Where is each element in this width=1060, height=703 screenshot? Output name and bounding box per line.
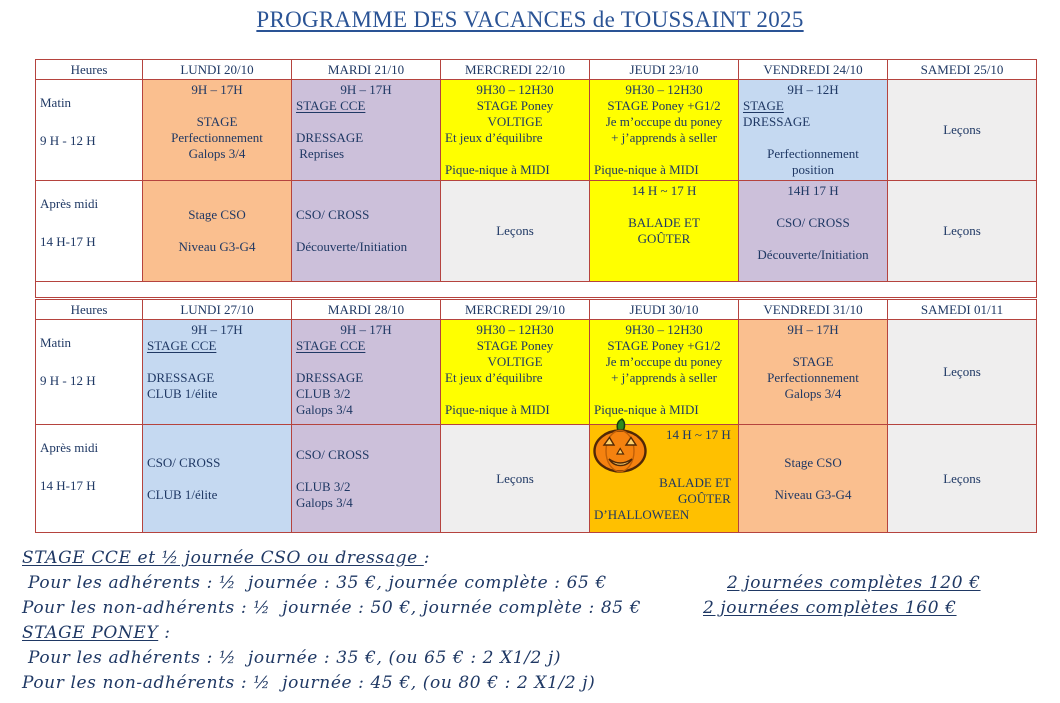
cell-line: Pique-nique à MIDI xyxy=(445,162,550,177)
cell-line: Leçons xyxy=(943,364,981,379)
cell-line: 9 H - 12 H xyxy=(40,133,96,148)
cell-line xyxy=(296,463,436,479)
cell-line: DRESSAGE xyxy=(743,114,811,129)
cell-line: Découverte/Initiation xyxy=(296,239,408,254)
column-header: Heures xyxy=(36,60,143,80)
pricing-text: Pour les adhérents : ½ journée : 35 €, journée complète : 65 € xyxy=(22,573,607,593)
cell-line: Niveau G3-G4 xyxy=(774,486,852,502)
table-cell xyxy=(441,181,590,282)
table-cell xyxy=(590,181,739,282)
page-title: PROGRAMME DES VACANCES de TOUSSAINT 2025 xyxy=(256,7,804,32)
cell-line: Leçons xyxy=(496,223,534,238)
cell-line xyxy=(40,112,138,131)
cell-line: 14 H ~ 17 H xyxy=(631,183,697,198)
cell-line xyxy=(743,130,883,146)
cell-line xyxy=(594,386,734,402)
table-cell xyxy=(441,320,590,425)
cell-line: Après midi xyxy=(40,196,99,211)
cell-line xyxy=(147,471,287,487)
cell-line xyxy=(40,457,138,476)
cell-line: CLUB 1/élite xyxy=(147,386,218,401)
pricing-section xyxy=(22,548,1046,698)
cell-line: Galops 3/4 xyxy=(296,402,353,417)
cell-line: Galops 3/4 xyxy=(296,494,353,510)
cell-line: 9H – 17H xyxy=(191,82,243,97)
cell-line: STAGE Poney xyxy=(476,338,554,353)
pumpkin-icon xyxy=(591,418,651,474)
cell-line: BALADE ET xyxy=(628,215,700,230)
cell-line: 9H – 17H xyxy=(340,82,392,97)
cell-line: Pique-nique à MIDI xyxy=(594,402,699,417)
cell-line: DRESSAGE xyxy=(296,130,364,145)
cell-line: Leçons xyxy=(943,122,981,137)
cell-line xyxy=(40,352,138,371)
column-header: SAMEDI 25/10 xyxy=(888,60,1037,80)
column-header: SAMEDI 01/11 xyxy=(888,300,1037,320)
cell-line: 9H – 17H xyxy=(787,322,839,337)
cell-line: STAGE Poney +G1/2 xyxy=(607,98,721,113)
cell-line: + j’apprends à seller xyxy=(611,130,717,145)
cell-line: DRESSAGE xyxy=(296,370,364,385)
cell-line: GOÛTER xyxy=(637,231,691,246)
table-cell xyxy=(888,181,1037,282)
cell-line: 9H – 12H xyxy=(787,82,839,97)
column-header: LUNDI 20/10 xyxy=(143,60,292,80)
cell-line: CSO/ CROSS xyxy=(147,454,221,470)
cell-line: GOÛTER xyxy=(678,491,734,506)
cell-line: Je m’occupe du poney xyxy=(605,114,723,129)
table-cell xyxy=(739,320,888,425)
table-cell xyxy=(739,425,888,533)
cell-line xyxy=(296,223,436,239)
cell-line: 9H30 – 12H30 xyxy=(625,82,703,97)
cell-line: Reprises xyxy=(296,146,345,161)
empty-spacer-row xyxy=(36,282,1037,298)
column-header: LUNDI 27/10 xyxy=(143,300,292,320)
table-cell xyxy=(292,425,441,533)
cell-line xyxy=(296,354,436,370)
table-cell xyxy=(36,425,143,533)
cell-line: Après midi xyxy=(40,440,99,455)
cell-line: CSO/ CROSS xyxy=(776,215,850,230)
cell-line: Galops 3/4 xyxy=(188,146,246,161)
table-cell xyxy=(292,181,441,282)
cell-line: + j’apprends à seller xyxy=(611,370,717,385)
cell-line: CSO/ CROSS xyxy=(296,207,370,222)
table-cell xyxy=(590,425,739,533)
pricing-line xyxy=(22,673,1046,698)
pricing-line xyxy=(22,548,1046,573)
cell-line: STAGE CCE xyxy=(296,338,366,353)
cell-line: Perfectionnement xyxy=(767,146,859,161)
cell-line: Et jeux d’équilibre xyxy=(445,130,543,145)
column-header: Heures xyxy=(36,300,143,320)
pricing-line xyxy=(22,598,1046,623)
cell-line: VOLTIGE xyxy=(487,114,543,129)
cell-line: Galops 3/4 xyxy=(784,386,842,401)
cell-line: STAGE CCE xyxy=(296,98,366,113)
cell-line: Perfectionnement xyxy=(171,130,263,145)
cell-line: D’HALLOWEEN xyxy=(594,507,690,522)
cell-line: Perfectionnement xyxy=(767,370,859,385)
cell-line xyxy=(743,231,883,247)
table-cell xyxy=(888,320,1037,425)
cell-line: STAGE Poney xyxy=(476,98,554,113)
pricing-line xyxy=(22,573,1046,598)
cell-line: CLUB 3/2 xyxy=(296,478,351,494)
cell-line: DRESSAGE xyxy=(147,370,215,385)
cell-line: STAGE Poney +G1/2 xyxy=(607,338,721,353)
table-cell xyxy=(441,425,590,533)
table-cell xyxy=(143,320,292,425)
schedule-table-week-1 xyxy=(35,59,1037,298)
table-cell xyxy=(36,80,143,181)
cell-line: STAGE xyxy=(792,354,834,369)
column-header: MERCREDI 22/10 xyxy=(441,60,590,80)
table-cell xyxy=(143,425,292,533)
pricing-text: STAGE CCE et ½ journée CSO ou dressage xyxy=(22,548,424,568)
cell-line xyxy=(743,199,883,215)
cell-line: STAGE CCE xyxy=(147,338,217,353)
table-cell xyxy=(590,80,739,181)
table-cell xyxy=(441,80,590,181)
cell-line: 9H – 17H xyxy=(191,322,243,337)
table-cell xyxy=(143,80,292,181)
cell-line: Et jeux d’équilibre xyxy=(445,370,543,385)
cell-line: CLUB 3/2 xyxy=(296,386,351,401)
table-cell xyxy=(143,181,292,282)
cell-line: 9H30 – 12H30 xyxy=(625,322,703,337)
cell-line: Pique-nique à MIDI xyxy=(594,162,699,177)
column-header: JEUDI 30/10 xyxy=(590,300,739,320)
cell-line: Leçons xyxy=(943,223,981,238)
cell-line xyxy=(743,471,883,487)
table-cell xyxy=(888,425,1037,533)
cell-line: STAGE xyxy=(196,114,238,129)
cell-line: Stage CSO xyxy=(784,454,842,470)
pricing-total-text: 2 journées complètes 160 € xyxy=(703,598,957,618)
cell-line xyxy=(594,146,734,162)
cell-line: 9H30 – 12H30 xyxy=(476,322,554,337)
pricing-text: Pour les non-adhérents : ½ journée : 50 €, journée complète : 85 € xyxy=(22,598,642,618)
cell-line xyxy=(445,386,585,402)
cell-line: Leçons xyxy=(943,470,981,486)
table-cell xyxy=(36,181,143,282)
table-cell xyxy=(590,320,739,425)
pricing-text: : xyxy=(158,623,171,643)
column-header: MERCREDI 29/10 xyxy=(441,300,590,320)
cell-line: Stage CSO xyxy=(188,207,246,222)
cell-line: Niveau G3-G4 xyxy=(178,239,256,254)
cell-line xyxy=(743,338,883,354)
cell-line: 14 H ~ 17 H xyxy=(665,427,734,442)
pricing-text: : xyxy=(423,548,431,568)
cell-line: 14 H-17 H xyxy=(40,478,96,493)
column-header: MARDI 21/10 xyxy=(292,60,441,80)
cell-line: 14H 17 H xyxy=(787,183,839,198)
table-cell xyxy=(888,80,1037,181)
column-header: MARDI 28/10 xyxy=(292,300,441,320)
cell-line: Matin xyxy=(40,335,72,350)
cell-line: Je m’occupe du poney xyxy=(605,354,723,369)
table-cell xyxy=(36,320,143,425)
cell-line: position xyxy=(792,162,834,177)
cell-line: Matin xyxy=(40,95,72,110)
pricing-text: STAGE PONEY xyxy=(22,623,159,643)
cell-line xyxy=(147,98,287,114)
column-header: JEUDI 23/10 xyxy=(590,60,739,80)
pricing-line xyxy=(22,623,1046,648)
pricing-text: Pour les adhérents : ½ journée : 35 €, (ou 65 € : 2 X1/2 j) xyxy=(22,648,562,668)
column-header: VENDREDI 24/10 xyxy=(739,60,888,80)
cell-line: Découverte/Initiation xyxy=(757,247,869,262)
table-cell xyxy=(292,80,441,181)
cell-line xyxy=(594,199,734,215)
cell-line: 9H30 – 12H30 xyxy=(476,82,554,97)
cell-line xyxy=(296,114,436,130)
cell-line: CSO/ CROSS xyxy=(296,446,370,462)
cell-line xyxy=(147,223,287,239)
pricing-total-text: 2 journées complètes 120 € xyxy=(727,573,981,593)
pricing-line xyxy=(22,648,1046,673)
cell-line: 9 H - 12 H xyxy=(40,373,96,388)
cell-line: VOLTIGE xyxy=(487,354,543,369)
column-header: VENDREDI 31/10 xyxy=(739,300,888,320)
cell-line xyxy=(445,146,585,162)
cell-line: 9H – 17H xyxy=(340,322,392,337)
pricing-text: Pour les non-adhérents : ½ journée : 45 €, (ou 80 € : 2 X1/2 j) xyxy=(22,673,596,693)
cell-line xyxy=(40,213,138,232)
cell-line xyxy=(147,354,287,370)
table-cell xyxy=(739,181,888,282)
cell-line: 14 H-17 H xyxy=(40,234,96,249)
cell-line: BALADE ET xyxy=(659,475,734,490)
cell-line: CLUB 1/élite xyxy=(147,486,218,502)
cell-line: STAGE xyxy=(743,98,784,113)
table-cell xyxy=(292,320,441,425)
cell-line: Pique-nique à MIDI xyxy=(445,402,550,417)
table-cell xyxy=(739,80,888,181)
cell-line: Leçons xyxy=(496,470,534,486)
schedule-table-week-2 xyxy=(35,299,1037,533)
